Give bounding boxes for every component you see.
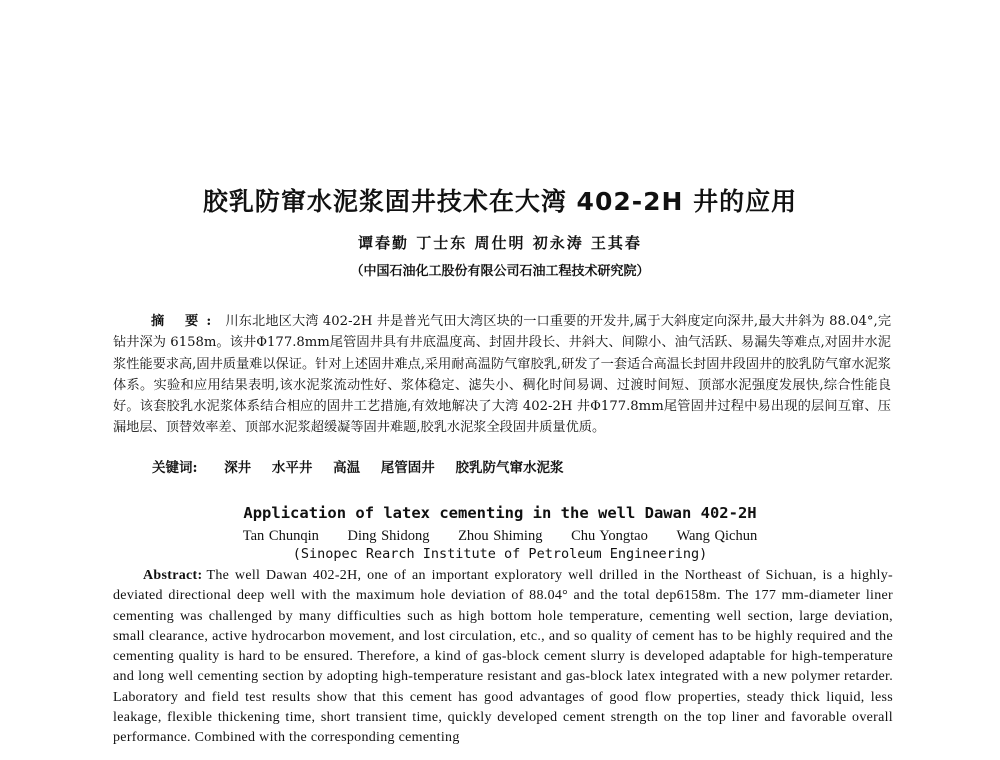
english-affiliation: (Sinopec Rearch Institute of Petroleum Engineering) [292,546,708,562]
author-name: Zhou Shiming [458,528,543,544]
chinese-title: 胶乳防窜水泥浆固井技术在大湾 402-2H 井的应用 [202,187,798,216]
chinese-abstract-label: 摘 要: [151,314,220,329]
english-abstract [113,566,893,749]
keyword: 胶乳防气窜水泥浆 [455,460,564,476]
chinese-abstract-text: 川东北地区大湾 402-2H 井是普光气田大湾区块的一口重要的开发井,属于大斜度定向深井,最大井斜为 88.04°,完钻井深为 6158m。该井Φ177.8mm尾管固井具有井底温度高、封固井段长、井斜大、间隙小、油气活跃、易漏失等难点,对固井水泥浆性能要求高,固井质量难以保证。针对上述固井难点,采用耐高温防气窜胶乳,研发了一套适合高温长封固井段固井的胶乳防气窜水泥浆体系。实验和应用结果表明,该水泥浆流动性好、浆体稳定、滤失小、稠化时间易调、过渡时间短、顶部水泥强度发展快,综合性能良好。该套胶乳水泥浆体系结合相应的固井工艺措施,有效地解决了大湾 402-2H 井Φ177.8mm尾管固井过程中易出现的层间互窜、压漏地层、顶替效率差、顶部水泥浆超缓凝等固井难题,胶乳水泥浆全段固井质量优质。 [113,314,891,436]
chinese-keywords [152,456,580,476]
keyword: 深井 [224,460,252,476]
english-title: Application of latex cementing in the well Dawan 402-2H [243,504,757,522]
keyword: 高温 [333,460,361,476]
keyword: 水平井 [271,460,313,476]
chinese-abstract [113,311,891,439]
author-name: Chu Yongtao [571,528,648,544]
english-abstract-text: The well Dawan 402-2H, one of an important exploratory well drilled in the Northeast of Sichuan, is a highly-deviated directional deep well with the maximum hole deviation of 88.04° and the total dep6158m. The 177 mm-diameter liner cementing was challenged by many difficulties such as high bottom hole temperature, cementing well section, large deviation, small clearance, active hydrocarbon movement, and lost circulation, etc., and so quality of cement has to be highly required and the cementing quality is hard to be ensured. Therefore, a kind of gas-block cement slurry is developed adaptable for high-temperature and long well cementing section by adopting high-temperature resistant and gas-block latex integrated with a new polymer retarder. Laboratory and field test results show that this cement has good advantages of good flow properties, steady thick liquid, less leakage, flexible thickening time, short transient time, quickly developed cement strength on the top liner and favorable overall performance. Combined with the corresponding cementing [113,568,893,746]
keyword: 尾管固井 [380,460,435,476]
chinese-affiliation: （中国石油化工股份有限公司石油工程技术研究院） [350,264,650,279]
author-name: Tan Chunqin [242,528,319,544]
chinese-authors: 谭春勤 丁士东 周仕明 初永涛 王其春 [358,234,642,252]
chinese-keywords-label: 关键词: [152,460,198,476]
english-abstract-label: Abstract: [143,568,203,583]
english-authors [0,528,1000,545]
author-name: Ding Shidong [347,528,430,544]
author-name: Wang Qichun [676,528,758,544]
